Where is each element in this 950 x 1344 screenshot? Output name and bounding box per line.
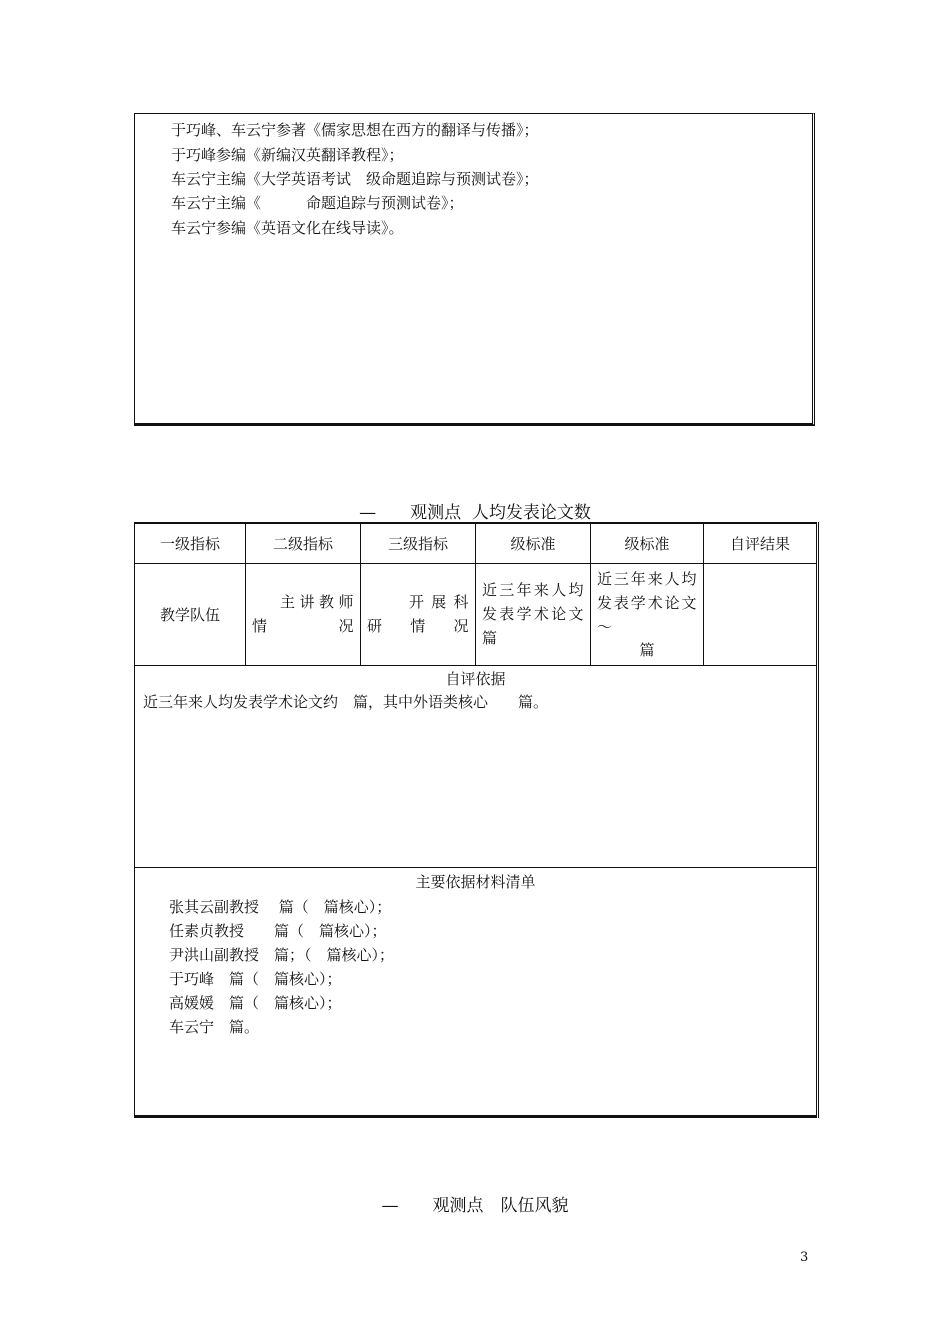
- list-item: 于巧峰 篇（ 篇核心）；: [169, 969, 342, 988]
- level3-cell: 开展科研情况: [361, 563, 476, 665]
- level2-cell: 主讲教师情况: [246, 563, 361, 665]
- materials-line: 车云宁参编《英语文化在线导读》。: [171, 219, 404, 237]
- materials-title: 主要依据材料清单: [415, 872, 536, 891]
- header-cell: 级标准: [591, 523, 704, 563]
- materials-list: [135, 895, 816, 1039]
- materials-box-continued: [134, 113, 815, 426]
- standard-b-cell: [591, 563, 729, 665]
- header-cell: 三级指标: [361, 523, 476, 563]
- standard-a-cell: 近三年来人均发表学术论文 篇: [476, 563, 591, 665]
- basis-text: 近三年来人均发表学术论文约 篇，其中外语类核心 篇。: [143, 692, 549, 711]
- evaluation-table: [134, 522, 819, 1118]
- materials-line: 于巧峰参编《新编汉英翻译教程》；: [171, 146, 404, 164]
- materials-line: 车云宁主编《 命题追踪与预测试卷》；: [171, 194, 464, 212]
- materials-section: [135, 867, 818, 1116]
- materials-line: 于巧峰、车云宁参著《儒家思想在西方的翻译与传播》；: [171, 121, 539, 139]
- list-item: 任素贞教授 篇（ 篇核心）；: [169, 921, 387, 940]
- section-heading: — 观测点 队伍风貌: [381, 1196, 569, 1216]
- list-item: 高媛媛 篇（ 篇核心）；: [169, 993, 342, 1012]
- materials-row: [135, 867, 818, 1116]
- basis-section: [135, 665, 818, 867]
- standard-b-text: 近三年来人均发表学术论文 ～: [597, 570, 729, 636]
- table-row: [135, 563, 818, 665]
- materials-line: 车云宁主编《大学英语考试 级命题追踪与预测试卷》；: [171, 170, 539, 188]
- header-cell: 级标准: [476, 523, 591, 563]
- list-item: 张其云副教授 篇（ 篇核心）；: [169, 897, 392, 916]
- page-number: 3: [800, 1250, 809, 1265]
- result-cell: [704, 563, 818, 665]
- section-heading: — 观测点 人均发表论文数: [359, 503, 591, 523]
- list-item: 尹洪山副教授 篇；（ 篇核心）；: [169, 945, 395, 964]
- basis-title: 自评依据: [445, 669, 506, 688]
- header-cell: 自评结果: [704, 523, 818, 563]
- header-cell: 一级指标: [135, 523, 246, 563]
- standard-b-unit: 篇: [639, 641, 655, 659]
- level1-cell: 教学队伍: [135, 563, 246, 665]
- table-header-row: [135, 523, 818, 563]
- header-cell: 二级指标: [246, 523, 361, 563]
- list-item: 车云宁 篇。: [169, 1017, 260, 1036]
- basis-row: [135, 665, 818, 867]
